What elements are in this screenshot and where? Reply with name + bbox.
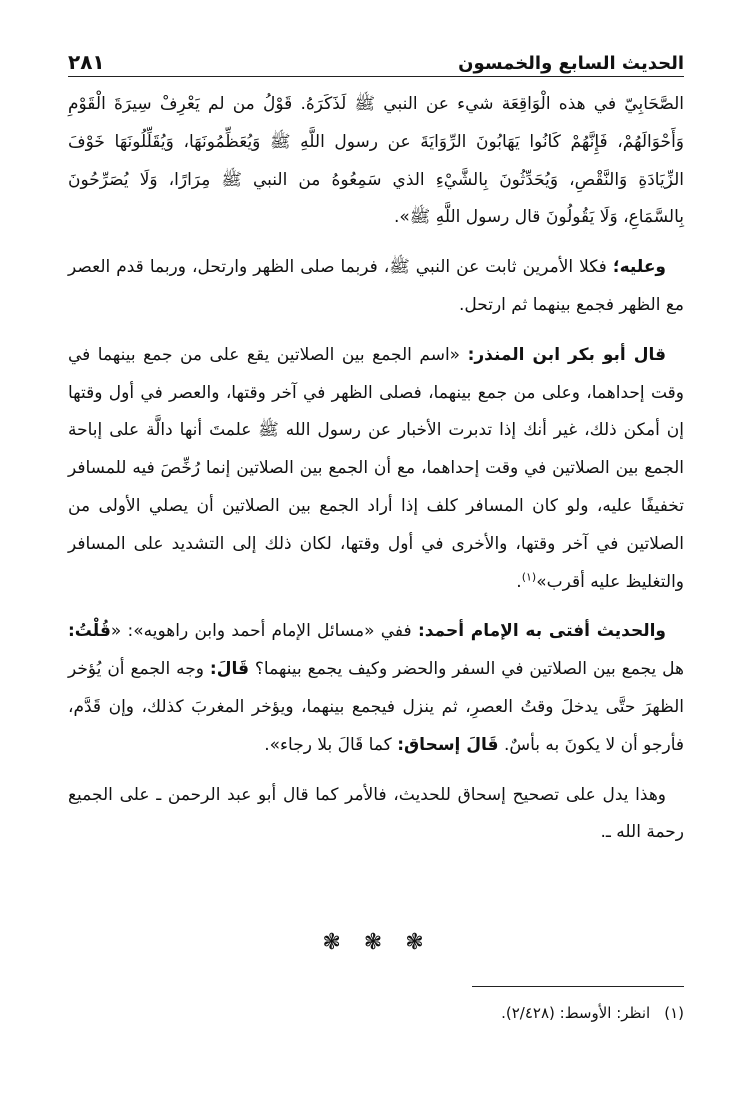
paragraph-3-lead: قال أبو بكر ابن المنذر:	[467, 344, 666, 365]
paragraph-5	[68, 777, 684, 853]
ishaq-label: قَالَ إسحاق:	[397, 734, 499, 755]
paragraph-1	[68, 86, 684, 237]
paragraph-3	[68, 337, 684, 602]
paragraph-1-text: الصَّحَابِيّ في هذه الْوَاقِعَة شيء عن النبي ﷺ لَذَكَرَهُ. قَوْلُ من لم يَعْرِفْ سِيرَةَ الْقَوْمِ وَأَحْوَالَهُمْ، فَإِنَّهُمْ كَانُوا يَهَابُونَ الرِّوَايَةَ عن رسول اللَّهِ ﷺ وَيُعَظِّمُونَهَا، وَيُقَلِّلُونَهَا خَوْفَ الزِّيَادَةِ وَالنَّقْصِ، وَيُحَدِّثُونَ بِالشَّيْءِ الذي سَمِعُوهُ من النبي ﷺ مِرَارًا، وَلَا يُصَرِّحُونَ بِالسَّمَاعِ، وَلَا يَقُولُونَ قال رسول اللَّهِ ﷺ».	[68, 94, 684, 228]
paragraph-4	[68, 613, 684, 764]
header-rule	[68, 76, 684, 77]
body-text	[68, 86, 684, 852]
paragraph-4-lead: والحديث أفتى به الإمام أحمد:	[417, 621, 667, 642]
footnote-text: انظر: الأوسط: (٢/٤٢٨).	[501, 1004, 651, 1022]
paragraph-2-text: فكلا الأمرين ثابت عن النبي ﷺ، فربما صلى الظهر وارتحل، وربما قدم العصر مع الظهر فجمع بينهما ثم ارتحل.	[68, 257, 684, 315]
paragraph-5-text: وهذا يدل على تصحيح إسحاق للحديث، فالأمر كما قال أبو عبد الرحمن ـ على الجميع رحمة الله ـ.	[68, 784, 684, 843]
footnote-number: (١)	[664, 1004, 684, 1022]
footnote-rule	[472, 986, 684, 987]
paragraph-4-text-3: وجه الجمع أن يُؤخر الظهرَ حتَّى يدخلَ وقتُ العصرِ، ثم ينزل فيجمع بينهما، ويؤخر المغربَ كذلك، وإن قَدَّم، فأرجو أن لا يكونَ به بأسٌ.	[68, 659, 684, 755]
section-separator: ❃ ❃ ❃	[322, 930, 432, 955]
paragraph-2-lead: وعليه؛	[612, 257, 666, 278]
paragraph-4-text-4: كما قَالَ بلا رجاء».	[264, 734, 398, 755]
running-header	[68, 40, 684, 74]
paragraph-3-text: «اسم الجمع بين الصلاتين يقع على من جمع بينهما في وقت إحداهما، وعلى من جمع بينهما، فصلى الظهر في آخر وقتها، والعصر في أول وقتها إن أمكن ذلك، غير أنك إذا تدبرت الأخبار عن رسول الله ﷺ علمتَ أنها دالَّة على إباحة الجمع بين الصلاتين في وقت إحداهما، مع أن الجمع بين الصلاتين إنما رُخِّصَ فيه للمسافر تخفيفًا عليه، ولو كان المسافر كلف إذا أراد الجمع بين الصلاتين أن يصلي الأولى من الصلاتين في آخر وقتها، والأخرى في أول وقتها، لكان ذلك إلى التشديد على المسافر والتغليظ عليه أقرب»	[68, 344, 684, 592]
answer-label: قَالَ:	[209, 659, 249, 680]
footnote-reference[interactable]: (١)	[521, 569, 537, 583]
chapter-title: الحديث السابع والخمسون	[458, 53, 684, 74]
paragraph-4-text-2: هل يجمع بين الصلاتين في السفر والحضر وكيف يجمع بينهما؟	[248, 659, 685, 680]
question-label: قُلْتُ:	[68, 621, 111, 642]
paragraph-4-text-1: ففي «مسائل الإمام أحمد وابن راهويه»: «	[110, 621, 418, 642]
page-number: ٢٨١	[68, 50, 105, 74]
paragraph-2	[68, 249, 684, 325]
paragraph-3-end: .	[516, 571, 522, 592]
footnote	[68, 1000, 684, 1026]
